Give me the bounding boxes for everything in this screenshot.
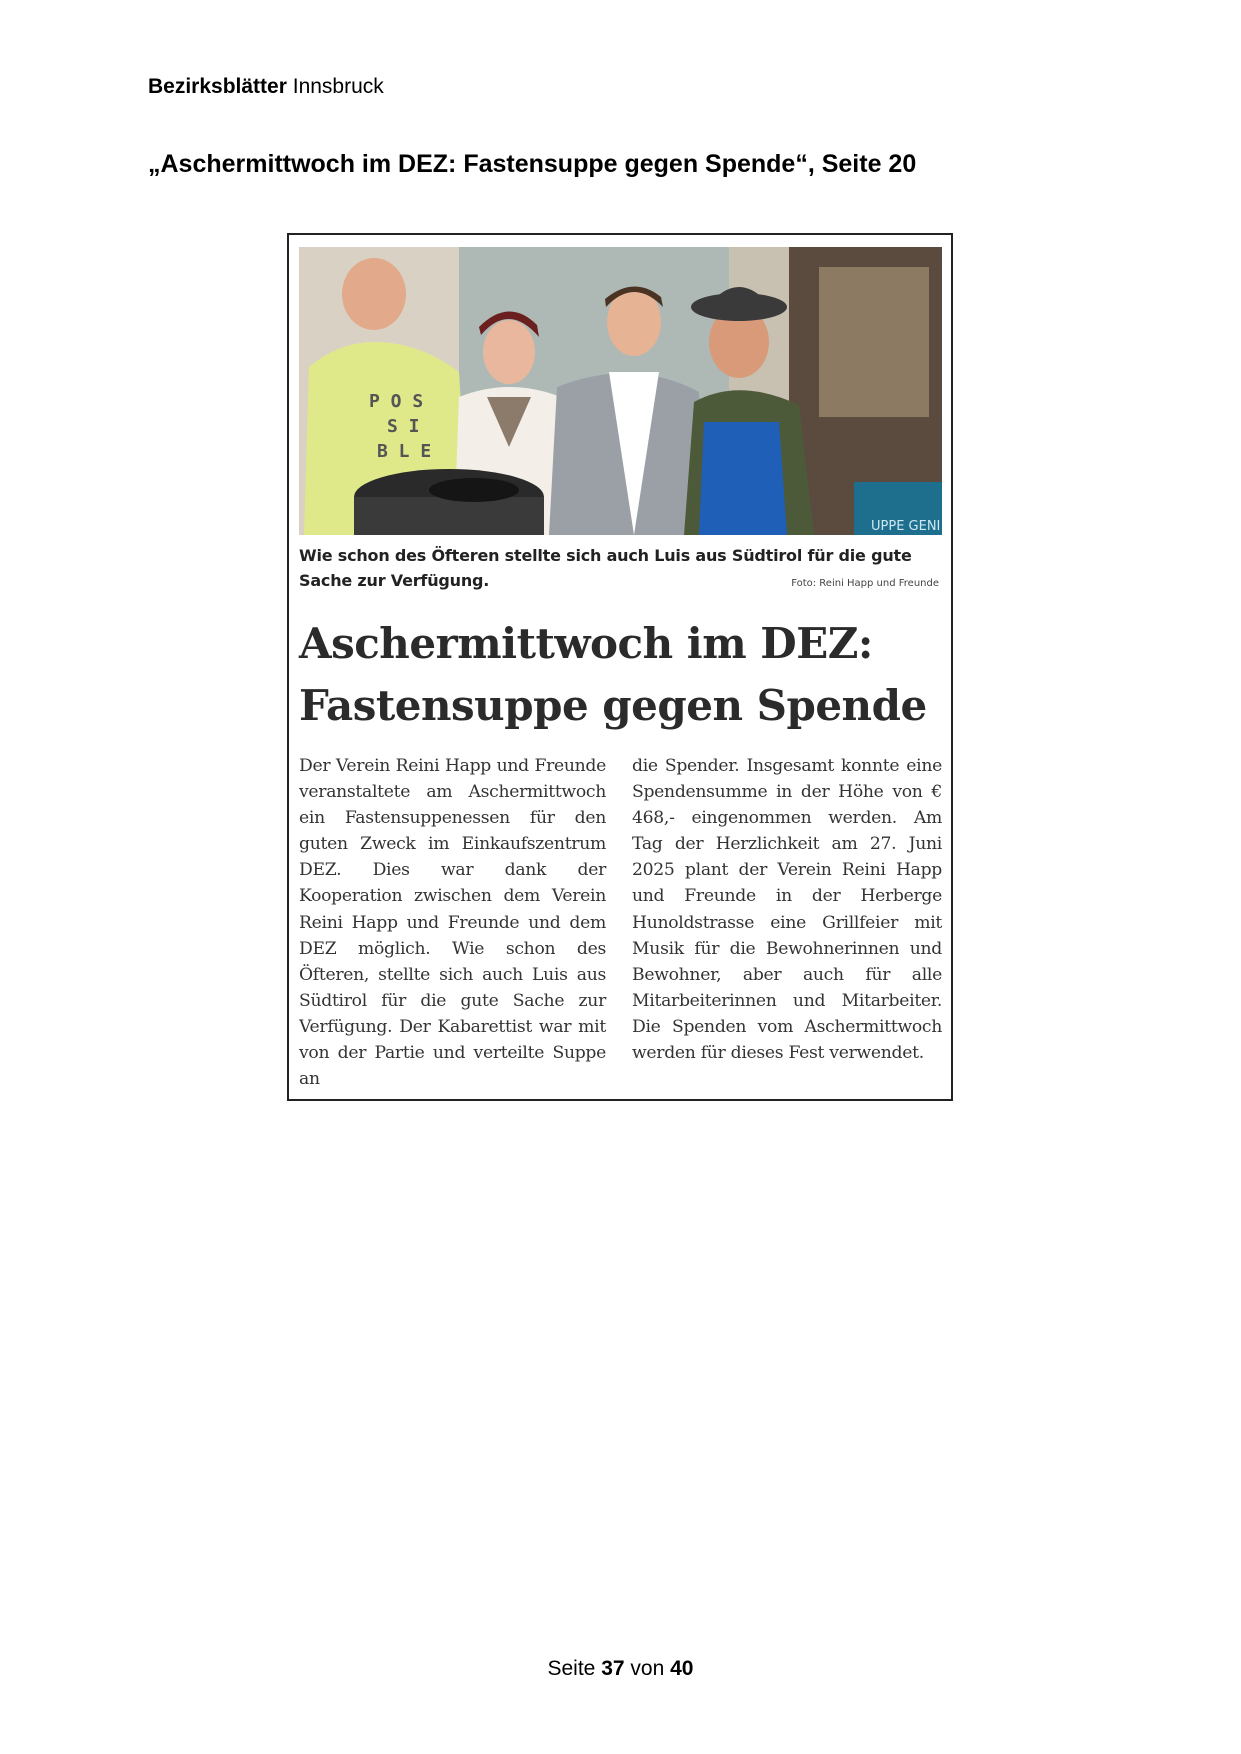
page-separator: von	[630, 1657, 665, 1680]
photo-caption: Wie schon des Öfteren stellte sich auch Luis aus Südtirol für die gute Sache zur Verfügung.	[299, 546, 912, 590]
sign-text: UPPE GENI	[871, 519, 941, 534]
publication-location: Innsbruck	[292, 75, 384, 98]
article-headline	[299, 613, 944, 737]
article-body-right-column: die Spender. Insgesamt konnte eine Spendensumme in der Höhe von € 468,- eingenommen werden. Am Tag der Herzlichkeit am 27. Juni 2025 plant der Verein Reini Happ und Freunde in der Herberge Hunoldstrasse eine Grillfeier mit Musik für die Bewohnerinnen und Bewohner, aber auch für alle Mitarbeiterinnen und Mitarbeiter. Die Spenden vom Aschermittwoch werden für dieses Fest verwendet.	[632, 756, 942, 1064]
headline-line-1: Aschermittwoch im DEZ:	[299, 619, 873, 668]
publication-name: Bezirksblätter	[148, 75, 287, 98]
total-page-count: 40	[670, 1657, 694, 1680]
photo-illustration	[299, 247, 942, 535]
newspaper-clipping	[287, 233, 953, 1101]
soup-pot	[354, 469, 544, 535]
document-title: „Aschermittwoch im DEZ: Fastensuppe gegen Spende“, Seite 20	[148, 150, 917, 178]
current-page-number: 37	[601, 1657, 625, 1680]
shirt-print-line-1: P O S	[369, 391, 424, 412]
shirt-print-line-2: S I	[387, 416, 420, 437]
page-footer	[0, 1656, 1241, 1682]
page-header	[148, 74, 384, 100]
article-photo	[299, 247, 942, 535]
article-body-left-column: Der Verein Reini Happ und Freunde veranstaltete am Aschermittwoch ein Fastensuppenessen für den guten Zweck im Einkaufszentrum DEZ. Dies war dank der Kooperation zwischen dem Verein Reini Happ und Freunde und dem DEZ möglich. Wie schon des Öfteren, stellte sich auch Luis aus Südtirol für die gute Sache zur Verfügung. Der Kabarettist war mit von der Partie und verteilte Suppe an	[299, 756, 606, 1090]
shirt-print-line-3: B L E	[377, 441, 432, 462]
page-label: Seite	[547, 1657, 596, 1680]
headline-line-2: Fastensuppe gegen Spende	[299, 681, 927, 730]
photo-credit: Foto: Reini Happ und Freunde	[791, 578, 939, 589]
